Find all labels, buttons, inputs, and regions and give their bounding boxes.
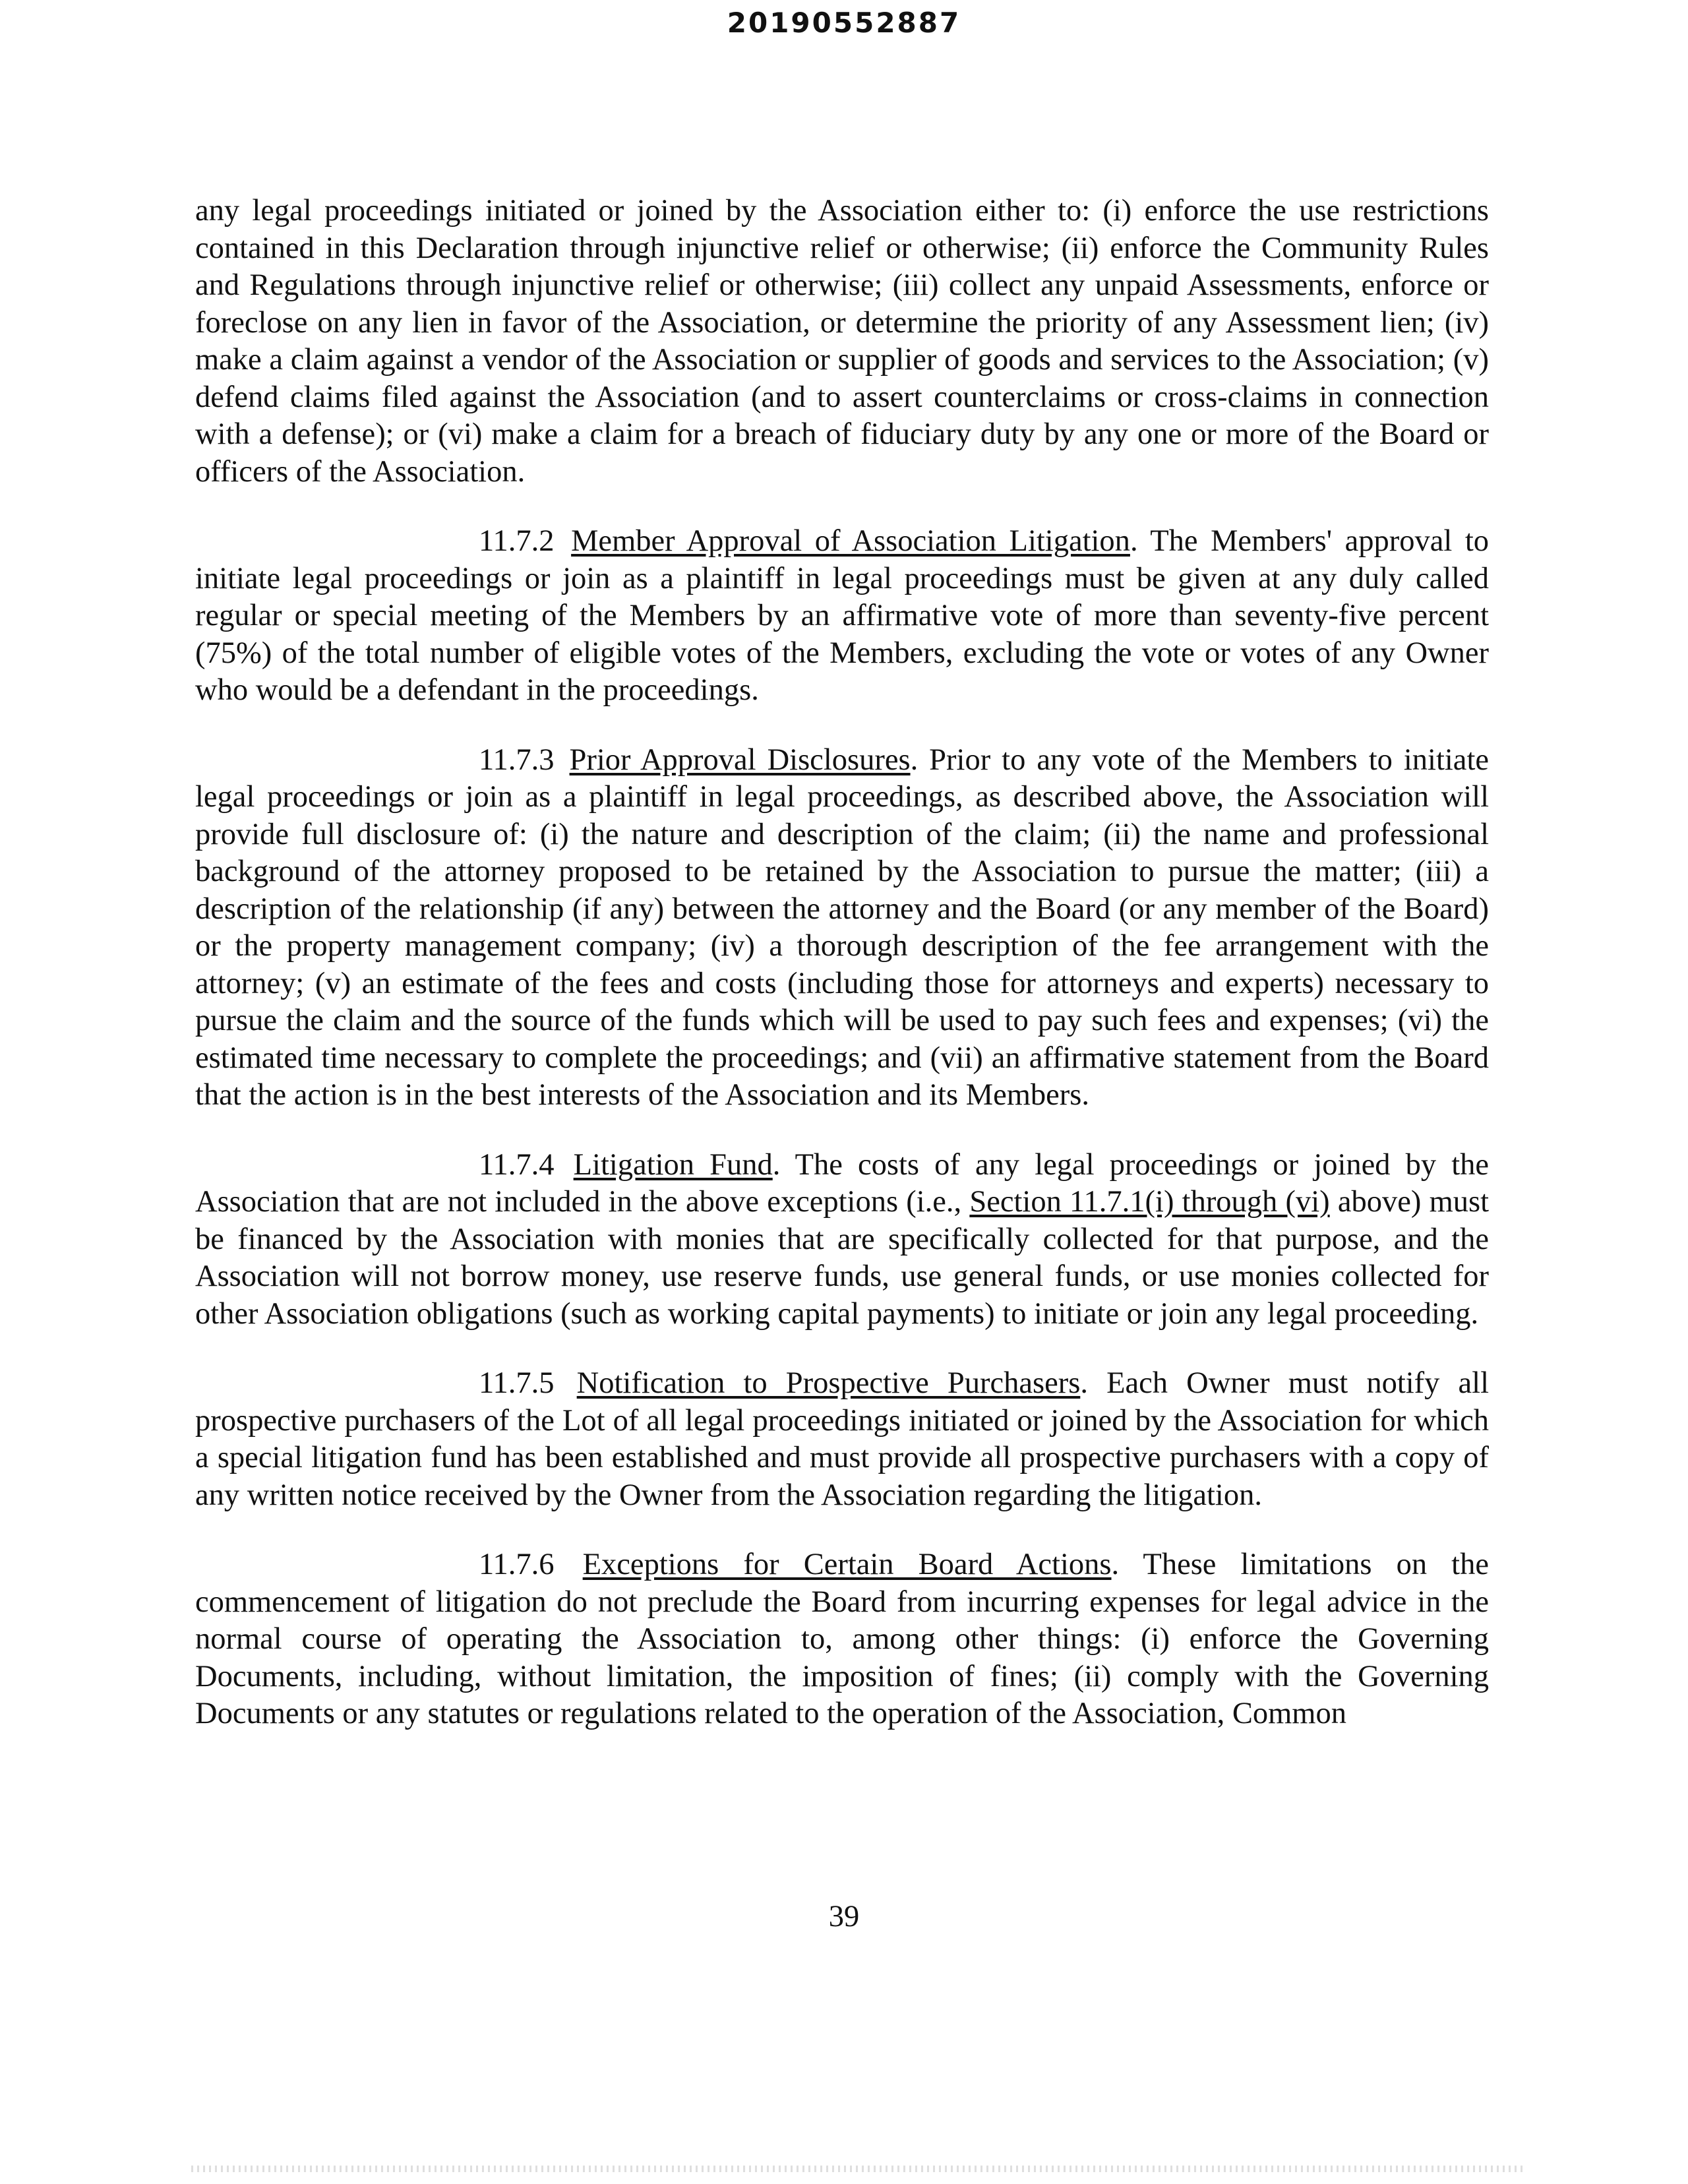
paragraph-continuation: any legal proceedings initiated or joined by the Association either to: (i) enforce the use restrictions contained in this Declaration through injunctive relief or otherwise; (ii) enforce the Community Rules and Regulations through injunctive relief or otherwise; (iii) collect any unpaid Assessments, enforce or foreclose on any lien in favor of the Association, or determine the priority of any Assessment lien; (iv) make a claim against a vendor of the Association or supplier of goods and services to the Association; (v) defend claims filed against the Association (and to assert counterclaims or cross-claims in connection with a defense); or (vi) make a claim for a breach of fiduciary duty by any one or more of the Board or officers of the Association. bbox=[195, 194, 1489, 489]
scan-noise-line bbox=[191, 2166, 1523, 2172]
section-number: 11.7.2 bbox=[479, 524, 555, 558]
section-heading: Litigation Fund bbox=[573, 1147, 773, 1182]
section-11-7-6 bbox=[195, 1546, 1489, 1733]
section-reference: Section 11.7.1(i) through (vi) bbox=[969, 1185, 1330, 1219]
section-11-7-2 bbox=[195, 523, 1489, 710]
section-number: 11.7.5 bbox=[479, 1366, 555, 1400]
section-text: . Prior to any vote of the Members to initiate legal proceedings or join as a plaintiff in legal proceedings, as described above, the Association will provide full disclosure of: (i) the nature and description of the claim; (ii) the name and professional background of the attorney proposed to be retained by the Association to pursue the matter; (iii) a description of the relationship (if any) between the attorney and the Board (or any member of the Board) or the property management company; (iv) a thorough description of the fee arrangement with the attorney; (v) an estimate of the fees and costs (including those for attorneys and experts) necessary to pursue the claim and the source of the funds which will be used to pay such fees and expenses; (vi) the estimated time necessary to complete the proceedings; and (vii) an affirmative statement from the Board that the action is in the best interests of the Association and its Members. bbox=[195, 743, 1490, 1112]
section-11-7-4 bbox=[195, 1147, 1489, 1333]
section-text: . The Members' approval to initiate legal proceedings or join as a plaintiff in legal proceedings must be given at any duly called regular or special meeting of the Members by an affirmative vote of more than seventy-five percent (75%) of the total number of eligible votes of the Members, excluding the vote or votes of any Owner who would be a defendant in the proceedings. bbox=[195, 524, 1490, 707]
section-number: 11.7.6 bbox=[479, 1548, 555, 1581]
page-number: 39 bbox=[828, 1900, 860, 1933]
section-number: 11.7.3 bbox=[479, 743, 555, 777]
section-11-7-5 bbox=[195, 1365, 1489, 1514]
section-heading: Prior Approval Disclosures bbox=[569, 743, 911, 777]
section-11-7-3 bbox=[195, 742, 1489, 1114]
section-text-continued: above) must be financed by the Association with monies that are specifically collected for that purpose, and the Association will not borrow money, use reserve funds, use general funds, or use monies collected for other Association obligations (such as working capital payments) to initiate or join any legal proceeding. bbox=[195, 1185, 1490, 1331]
document-number: 20190552887 bbox=[727, 7, 961, 39]
section-heading: Exceptions for Certain Board Actions bbox=[582, 1548, 1112, 1581]
section-heading: Notification to Prospective Purchasers bbox=[576, 1366, 1081, 1400]
section-text: . Each Owner must notify all prospective purchasers of the Lot of all legal proceedings initiated or joined by the Association for which a special litigation fund has been established and must provide all prospective purchasers with a copy of any written notice received by the Owner from the Association regarding the litigation. bbox=[195, 1366, 1490, 1512]
section-heading: Member Approval of Association Litigation bbox=[571, 524, 1130, 558]
section-text: . These limitations on the commencement of litigation do not preclude the Board from incurring expenses for legal advice in the normal course of operating the Association to, among other things: (i) enforce the Governing Documents, including, without limitation, the imposition of fines; (ii) comply with the Governing Documents or any statutes or regulations related to the operation of the Association, Common bbox=[195, 1548, 1489, 1730]
section-text: . The costs of any legal proceedings or joined by the Association that are not included in the above exceptions (i.e., bbox=[195, 1147, 1490, 1219]
section-number: 11.7.4 bbox=[479, 1147, 555, 1182]
document-body bbox=[195, 193, 1489, 1765]
